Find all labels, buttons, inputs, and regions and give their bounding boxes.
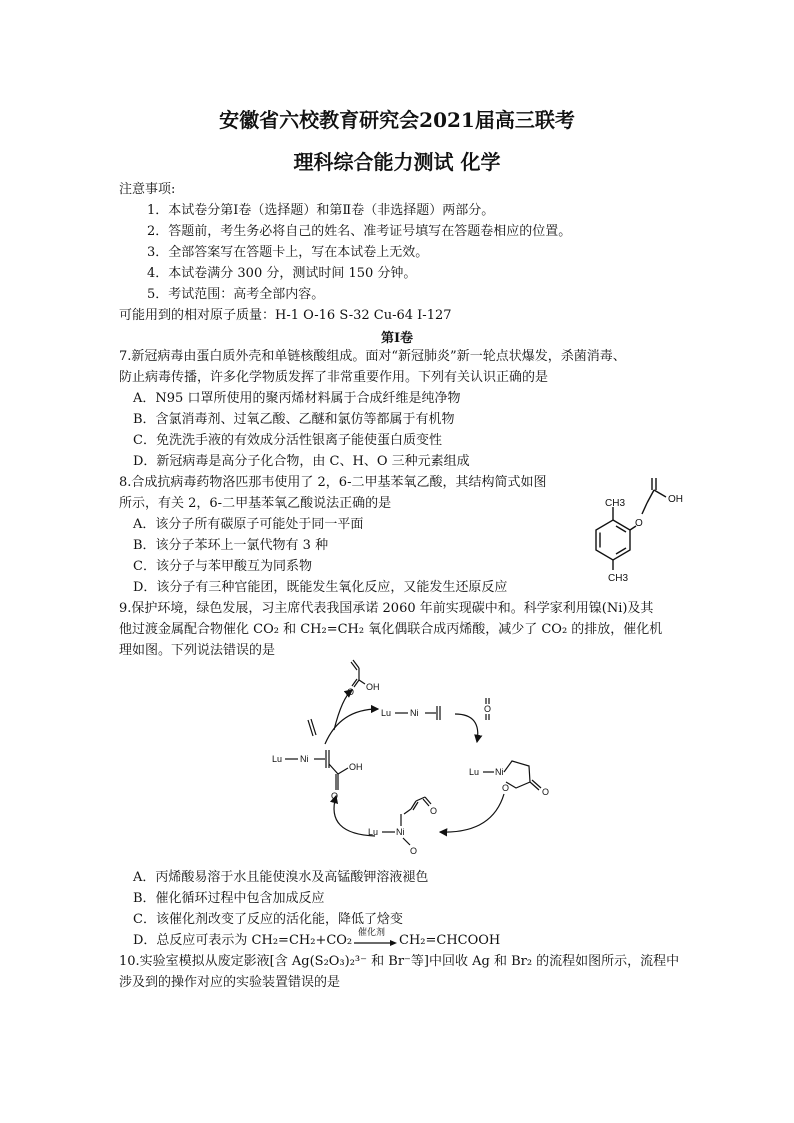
q8-option-c: C．该分子与苯甲酸互为同系物 [133,559,312,574]
q9-option-d-product: CH₂=CHCOOH [399,933,501,948]
q9-catalytic-cycle-diagram [250,654,550,859]
q7-option-c: C．免洗洗手液的有效成分活性银离子能使蛋白质变性 [133,433,442,448]
cycle-ring-oxygen-label: O [502,783,510,793]
notes-label: 注意事项: [119,182,176,197]
cycle-ni-label: Ni [495,767,504,777]
q7-option-a: A．N95 口罩所使用的聚丙烯材料属于合成纤维是纯净物 [133,391,461,406]
page-title: 安徽省六校教育研究会2021届高三联考 [219,108,575,132]
cycle-co2-oxygen-label: O [484,704,492,714]
cycle-ni-label: Ni [396,827,405,837]
q9-stem: 他过渡金属配合物催化 CO₂ 和 CH₂=CH₂ 氧化偶联合成丙烯酸，减少了 CO₂ 的排放，催化机 [119,622,663,637]
q9-stem: 9.保护环境，绿色发展，习主席代表我国承诺 2060 年前实现碳中和。科学家利用镍(Ni)及其 [119,601,654,616]
cycle-oxygen-label: O [347,687,355,697]
benzene-ring [596,520,630,560]
q9-catalyst-arrow [354,928,398,948]
q10-stem: 涉及到的操作对应的实验装置错误的是 [119,975,341,990]
cycle-ni-label: Ni [300,754,309,764]
atomic-masses: 可能用到的相对原子质量：H-1 O-16 S-32 Cu-64 I-127 [119,308,452,323]
q9-option-a: A．丙烯酸易溶于水且能使溴水及高锰酸钾溶液褪色 [133,870,429,885]
q9-option-b: B．催化循环过程中包含加成反应 [133,891,325,906]
cycle-lu-label: Lu [272,754,283,764]
cycle-lu-label: Lu [368,827,379,837]
structure-methyl-label: CH3 [605,498,626,509]
structure-oh-label: OH [668,494,683,505]
page-subtitle: 理科综合能力测试 化学 [293,150,501,174]
cycle-oh-label: OH [349,762,363,772]
cycle-carbonyl-oxygen-label: O [542,787,550,797]
structure-methyl-label: CH3 [608,573,629,584]
q9-stem: 理如图。下列说法错误的是 [119,643,276,658]
cycle-oh-label: OH [366,682,380,692]
cycle-oxygen-label: O [410,846,418,856]
notes-item: 1．本试卷分第Ⅰ卷（选择题）和第Ⅱ卷（非选择题）两部分。 [147,203,495,218]
reaction-arrow-icon [354,939,398,947]
q7-option-d: D．新冠病毒是高分子化合物，由 C、H、O 三种元素组成 [133,454,470,469]
cycle-ni-label: Ni [410,708,419,718]
notes-item: 3．全部答案写在答题卡上，写在本试卷上无效。 [147,245,429,260]
structure-oxygen-label: O [635,518,643,529]
cycle-lu-label: Lu [469,767,480,777]
notes-item: 4．本试卷满分 300 分，测试时间 150 分钟。 [147,266,417,281]
q8-option-b: B．该分子苯环上一氯代物有 3 种 [133,538,329,553]
cycle-oxygen-label: O [331,791,339,801]
q7-stem: 防止病毒传播，许多化学物质发挥了非常重要作用。下列有关认识正确的是 [119,370,549,385]
q7-option-b: B．含氯消毒剂、过氧乙酸、乙醚和氯仿等都属于有机物 [133,412,455,427]
q10-stem: 10.实验室模拟从废定影液[含 Ag(S₂O₃)₂³⁻ 和 Br⁻等]中回收 Ag 和 Br₂ 的流程如图所示，流程中 [119,954,680,969]
q9-option-d: D．总反应可表示为 CH₂=CH₂+CO₂ [133,933,353,948]
q8-option-d: D．该分子有三种官能团，既能发生氧化反应，又能发生还原反应 [133,580,508,595]
q8-option-a: A．该分子所有碳原子可能处于同一平面 [133,517,364,532]
q9-option-c: C．该催化剂改变了反应的活化能，降低了焓变 [133,912,403,927]
q8-stem: 所示，有关 2，6-二甲基苯氧乙酸说法正确的是 [119,496,392,511]
q8-structure-diagram [580,470,710,585]
notes-item: 5．考试范围：高考全部内容。 [147,287,325,302]
catalyst-label: 催化剂 [358,928,386,938]
section-title: 第Ⅰ卷 [380,331,414,346]
q7-stem: 7.新冠病毒由蛋白质外壳和单链核酸组成。面对“新冠肺炎”新一轮点状爆发，杀菌消毒、 [119,349,626,364]
cycle-oxygen-label: O [430,806,438,816]
q8-stem: 8.合成抗病毒药物洛匹那韦使用了 2，6-二甲基苯氧乙酸，其结构简式如图 [119,475,547,490]
notes-item: 2．答题前，考生务必将自己的姓名、准考证号填写在答题卷相应的位置。 [147,224,572,239]
cycle-lu-label: Lu [381,708,392,718]
